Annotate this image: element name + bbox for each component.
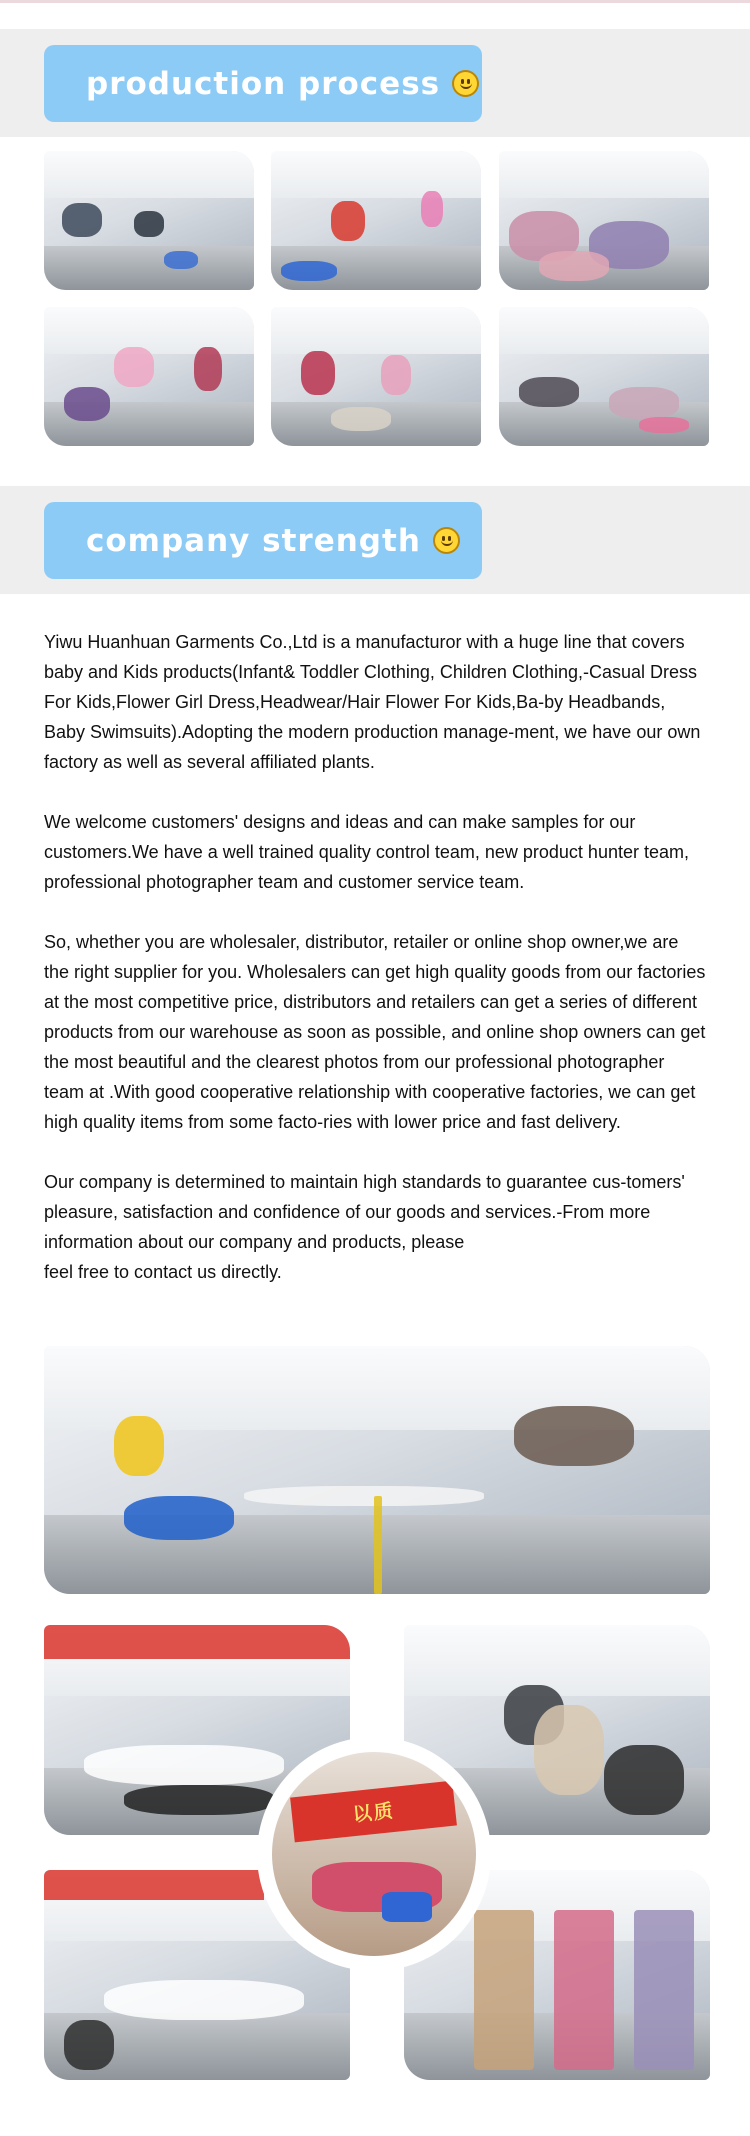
section-header-production xyxy=(44,45,482,122)
showroom-banner: 以质 xyxy=(290,1780,457,1842)
description-paragraph-3: So, whether you are wholesaler, distributor, retailer or online shop owner,we are the right supplier for you. Wholesalers can get high quality goods from our factories at the most competitive price, distributors and retailers can get a series of different products from our warehouse as soon as possible, and online shop owners can get the most beautiful and the clearest photos from our professional photographer team at .With good cooperative relationship with cooperative factories, we can get high quality items from some facto-ries with lower price and fast delivery. xyxy=(44,932,706,1132)
section-title-production: production process xyxy=(86,65,441,102)
smiley-face-icon xyxy=(452,70,479,97)
workshop-photo-1 xyxy=(44,151,254,290)
factory-floor-photo xyxy=(44,1346,710,1594)
showroom-circle-photo xyxy=(257,1737,491,1971)
workshop-photo-3 xyxy=(499,151,709,290)
section-header-strength xyxy=(44,502,482,579)
workshop-photo-2 xyxy=(271,151,481,290)
section-title-strength: company strength xyxy=(86,522,421,559)
company-description xyxy=(44,627,708,1317)
workshop-photo-5 xyxy=(271,307,481,446)
description-paragraph-4: Our company is determined to maintain high standards to guarantee cus-tomers' pleasure, satisfaction and confidence of our goods and services.-From more information about our company and products, please feel free to contact us directly. xyxy=(44,1172,685,1282)
top-accent-line xyxy=(0,0,750,3)
workshop-photo-4 xyxy=(44,307,254,446)
workshop-photo-6 xyxy=(499,307,709,446)
description-paragraph-2: We welcome customers' designs and ideas and can make samples for our customers.We have a well trained quality control team, new product hunter team, professional photographer team and customer service team. xyxy=(44,812,689,892)
smiley-face-icon xyxy=(433,527,460,554)
description-paragraph-1: Yiwu Huanhuan Garments Co.,Ltd is a manufacturor with a huge line that covers baby and Kids products(Infant& Toddler Clothing, Children Clothing,-Casual Dress For Kids,Flower Girl Dress,Headwear/Hair Flower For Kids,Ba-by Headbands, Baby Swimsuits).Adopting the modern production manage-ment, we have our own factory as well as several affiliated plants. xyxy=(44,632,701,772)
